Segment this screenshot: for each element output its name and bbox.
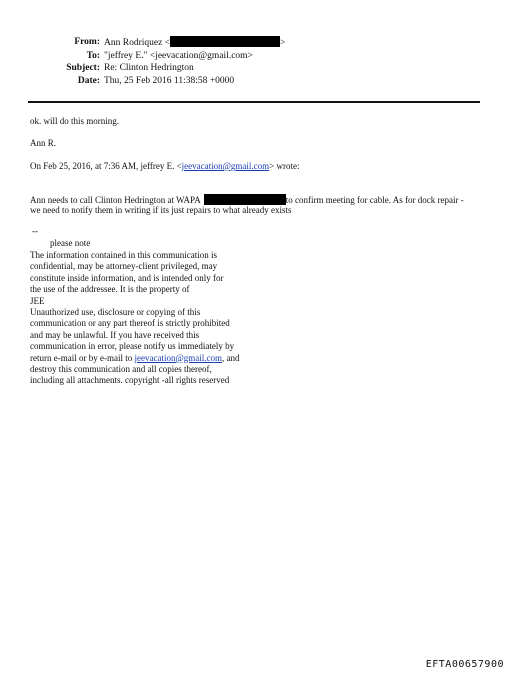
from-row	[0, 36, 512, 50]
quoted-line-1-end: to confirm meeting for cable. As for dock repair -	[285, 195, 464, 205]
sender-email-link[interactable]: jeevacation@gmail.com	[181, 161, 270, 171]
quoted-line-1-start: Ann needs to call Clinton Hedrington at WAPA	[30, 195, 201, 205]
date-value: Thu, 25 Feb 2016 11:38:58 +0000	[104, 75, 235, 86]
disclaimer-body: The information contained in this communication is confidential, may be attorney-client privileged, may constitute inside information, and is intended only for the use of the addressee. It is the property of JEE Unauthorized use, disclosure or copying of this communication or any part thereof is strictly prohibited and may be unlawful. If you have received this communication in error, please notify us immediately by return e-mail or by e-mail to	[30, 250, 235, 363]
disclaimer-title: please note	[50, 238, 91, 248]
document-id: EFTA00657900	[425, 659, 504, 670]
disclaimer-email-link[interactable]: jeevacation@gmail.com	[134, 352, 222, 363]
quoted-line-2: we need to notify them in writing if its just repairs to what already exists	[30, 205, 292, 215]
from-name: Ann Rodriquez <	[104, 38, 171, 48]
subject-label: Subject:	[66, 63, 100, 73]
to-label: To:	[86, 50, 100, 61]
to-value: "jeffrey E." <jeevacation@gmail.com>	[104, 50, 253, 61]
signature-separator: --	[32, 226, 38, 236]
date-row	[0, 75, 512, 88]
to-row	[0, 50, 512, 63]
disclaimer-text	[30, 250, 239, 387]
from-label: From:	[74, 37, 100, 47]
email-header	[0, 36, 512, 87]
reply-text: ok. will do this morning.	[30, 116, 120, 126]
quote-intro	[30, 161, 300, 172]
from-end: >	[280, 38, 286, 48]
quote-intro-end: > wrote:	[269, 161, 300, 171]
date-label: Date:	[77, 75, 100, 86]
header-divider	[28, 101, 480, 103]
quote-intro-text: On Feb 25, 2016, at 7:36 AM, jeffrey E. <	[30, 161, 182, 171]
from-value	[104, 36, 285, 50]
subject-value: Re: Clinton Hedrington	[104, 63, 194, 73]
disclaimer-end: , and destroy this communication and all copies thereof, including all attachments. copyright -all rights reserved	[30, 352, 240, 386]
redaction-box	[204, 194, 286, 205]
redaction-box	[170, 36, 280, 47]
subject-row	[0, 62, 512, 75]
signature: Ann R.	[30, 138, 57, 148]
